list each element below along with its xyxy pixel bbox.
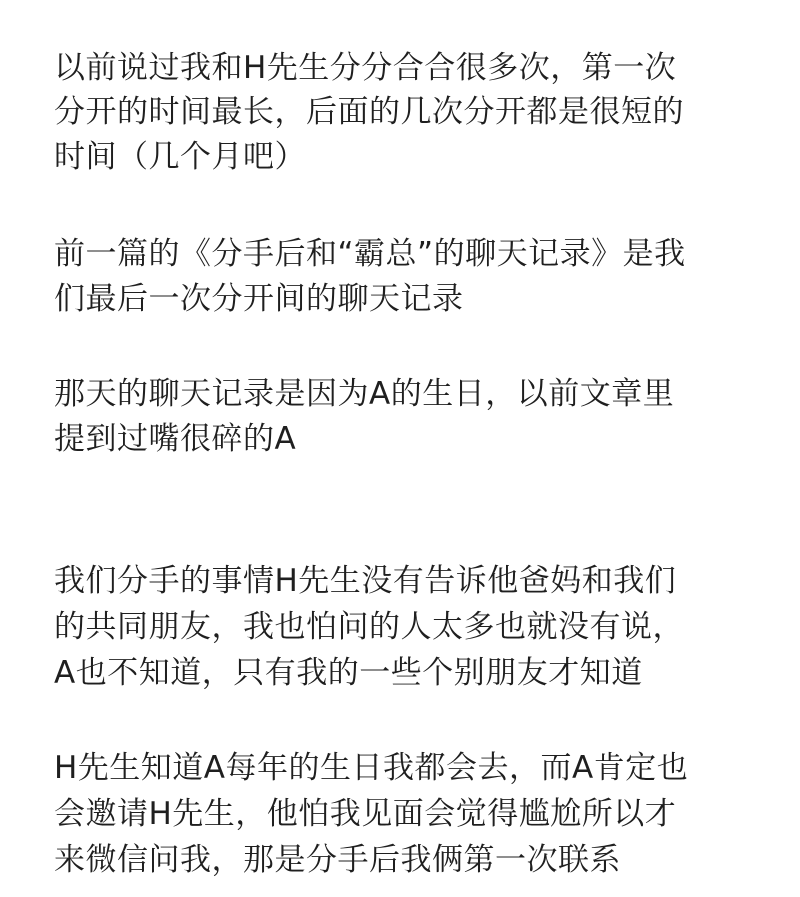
text-line: 会邀请H先生，他怕我见面会觉得尴尬所以才 — [54, 796, 677, 832]
text-line: 以前说过我和H先生分分合合很多次，第一次 — [54, 50, 677, 86]
text-line: 提到过嘴很碎的A — [54, 421, 297, 457]
text-line: 我们分手的事情H先生没有告诉他爸妈和我们 — [54, 563, 677, 599]
text-line: A也不知道，只有我的一些个别朋友才知道 — [54, 655, 643, 691]
text-line: 分开的时间最长，后面的几次分开都是很短的 — [54, 94, 684, 130]
text-line: 来微信问我，那是分手后我俩第一次联系 — [54, 842, 621, 878]
text-line: 的共同朋友，我也怕问的人太多也就没有说， — [54, 609, 684, 645]
text-line: 时间（几个月吧） — [54, 139, 306, 175]
text-line: H先生知道A每年的生日我都会去，而A肯定也 — [54, 750, 689, 786]
text-line: 那天的聊天记录是因为A的生日，以前文章里 — [54, 376, 675, 412]
text-line: 前一篇的《分手后和“霸总”的聊天记录》是我 — [54, 236, 686, 272]
text-line: 们最后一次分开间的聊天记录 — [54, 281, 464, 317]
